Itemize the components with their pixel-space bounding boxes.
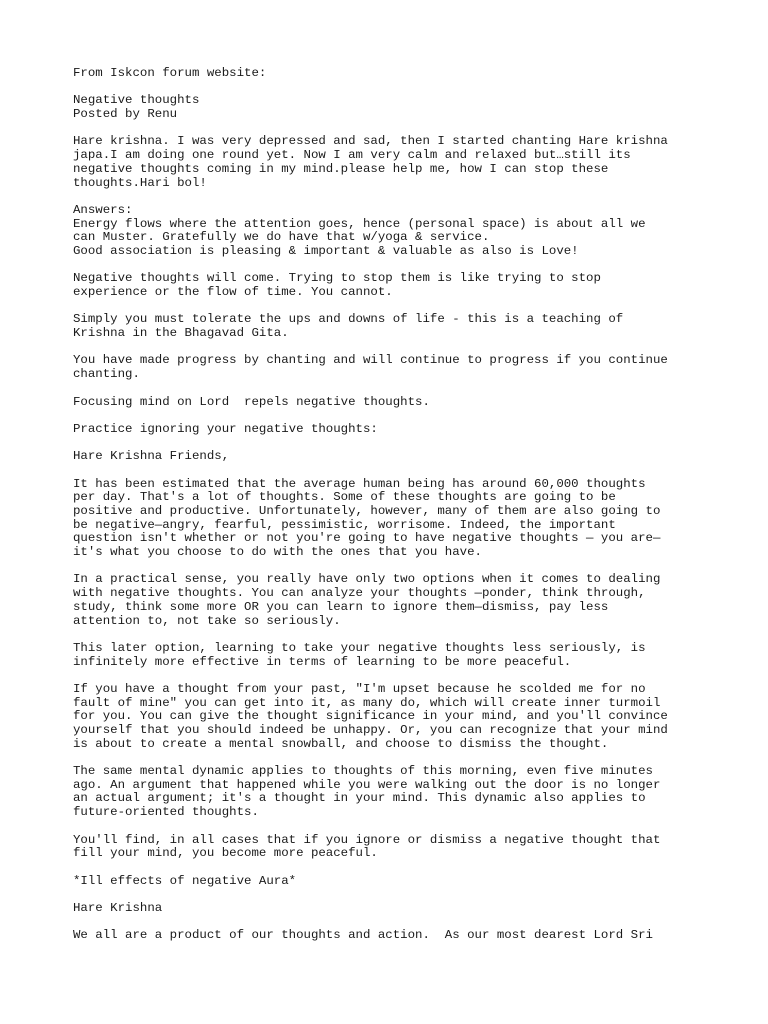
text-line: The same mental dynamic applies to thoughts of this morning, even five minutes (73, 764, 653, 779)
blank-line (73, 560, 733, 574)
text-line: future-oriented thoughts. (73, 805, 259, 820)
document-text (73, 67, 733, 943)
text-line: From Iskcon forum website: (73, 66, 267, 80)
text-line: per day. That's a lot of thoughts. Some of these thoughts are going to be (73, 490, 616, 505)
blank-line (73, 916, 733, 930)
text-line: Hare Krishna Friends, (73, 449, 230, 464)
blank-line (73, 341, 733, 355)
blank-line (73, 382, 733, 396)
text-line: negative thoughts coming in my mind.please help me, how I can stop these (73, 161, 609, 176)
text-line: *Ill effects of negative Aura* (73, 873, 297, 888)
text-line: study, think some more OR you can learn to ignore them—dismiss, pay less (73, 599, 609, 614)
text-line: ago. An argument that happened while you were walking out the door is no longer (73, 777, 661, 792)
text-line: It has been estimated that the average human being has around 60,000 thoughts (73, 476, 646, 491)
text-line: Energy flows where the attention goes, hence (personal space) is about all we (73, 216, 646, 231)
text-line: attention to, not take so seriously. (73, 613, 341, 628)
text-line: Negative thoughts will come. Trying to stop them is like trying to stop (73, 271, 601, 286)
text-line: yourself that you should indeed be unhappy. Or, you can recognize that your mind (73, 723, 668, 737)
blank-line (73, 820, 733, 834)
text-line: If you have a thought from your past, "I'm upset because he scolded me for no (73, 681, 646, 696)
text-line: question isn't whether or not you're going to have negative thoughts — you are— (73, 531, 661, 546)
blank-line (73, 669, 733, 683)
blank-line (73, 861, 733, 875)
text-line: fill your mind, you become more peaceful. (73, 846, 378, 861)
blank-line (73, 751, 733, 765)
blank-line (73, 409, 733, 423)
text-line: You'll find, in all cases that if you ignore or dismiss a negative thought that (73, 832, 661, 847)
text-line: Practice ignoring your negative thoughts: (73, 421, 378, 436)
text-line: fault of mine" you can get into it, as many do, which will create inner turmoil (73, 695, 661, 710)
blank-line (73, 190, 733, 204)
text-line: Simply you must tolerate the ups and downs of life - this is a teaching of (73, 312, 624, 327)
blank-line (73, 437, 733, 451)
text-line: Hare Krishna (73, 900, 163, 915)
text-line: Focusing mind on Lord repels negative thoughts. (73, 394, 430, 409)
text-line: chanting. (73, 367, 140, 382)
blank-line (73, 300, 733, 314)
blank-line (73, 464, 733, 478)
text-line: You have made progress by chanting and will continue to progress if you continue (73, 353, 668, 368)
text-line: Hare krishna. I was very depressed and sad, then I started chanting Hare krishna (73, 134, 668, 149)
text-line: infinitely more effective in terms of learning to be more peaceful. (73, 654, 572, 669)
text-line: it's what you choose to do with the ones that you have. (73, 545, 482, 560)
blank-line (73, 628, 733, 642)
text-line: for you. You can give the thought significance in your mind, and you'll convince (73, 709, 668, 724)
blank-line (73, 259, 733, 273)
blank-line (73, 888, 733, 902)
text-line: Krishna in the Bhagavad Gita. (73, 326, 289, 341)
text-line: Answers: (73, 202, 133, 217)
text-line: is about to create a mental snowball, and choose to dismiss the thought. (73, 736, 609, 751)
blank-line (73, 122, 733, 136)
text-line: Negative thoughts (73, 93, 200, 108)
text-line: experience or the flow of time. You cannot. (73, 285, 393, 299)
text-line: an actual argument; it's a thought in your mind. This dynamic also applies to (73, 791, 646, 806)
text-line: be negative—angry, fearful, pessimistic, worrisome. Indeed, the important (73, 517, 616, 532)
text-line: thoughts.Hari bol! (73, 175, 207, 190)
text-line: In a practical sense, you really have only two options when it comes to dealing (73, 572, 661, 587)
text-line: We all are a product of our thoughts and action. As our most dearest Lord Sri (73, 928, 653, 943)
text-line: Good association is pleasing & important & valuable as also is Love! (73, 243, 579, 258)
text-line: japa.I am doing one round yet. Now I am very calm and relaxed but…still its (73, 148, 631, 163)
text-line: can Muster. Gratefully we do have that w/yoga & service. (73, 230, 490, 245)
text-line: Posted by Renu (73, 107, 178, 122)
text-line: This later option, learning to take your negative thoughts less seriously, is (73, 640, 646, 655)
text-line: positive and productive. Unfortunately, however, many of them are also going to (73, 504, 661, 518)
text-line: with negative thoughts. You can analyze your thoughts —ponder, think through, (73, 586, 646, 601)
blank-line (73, 81, 733, 95)
